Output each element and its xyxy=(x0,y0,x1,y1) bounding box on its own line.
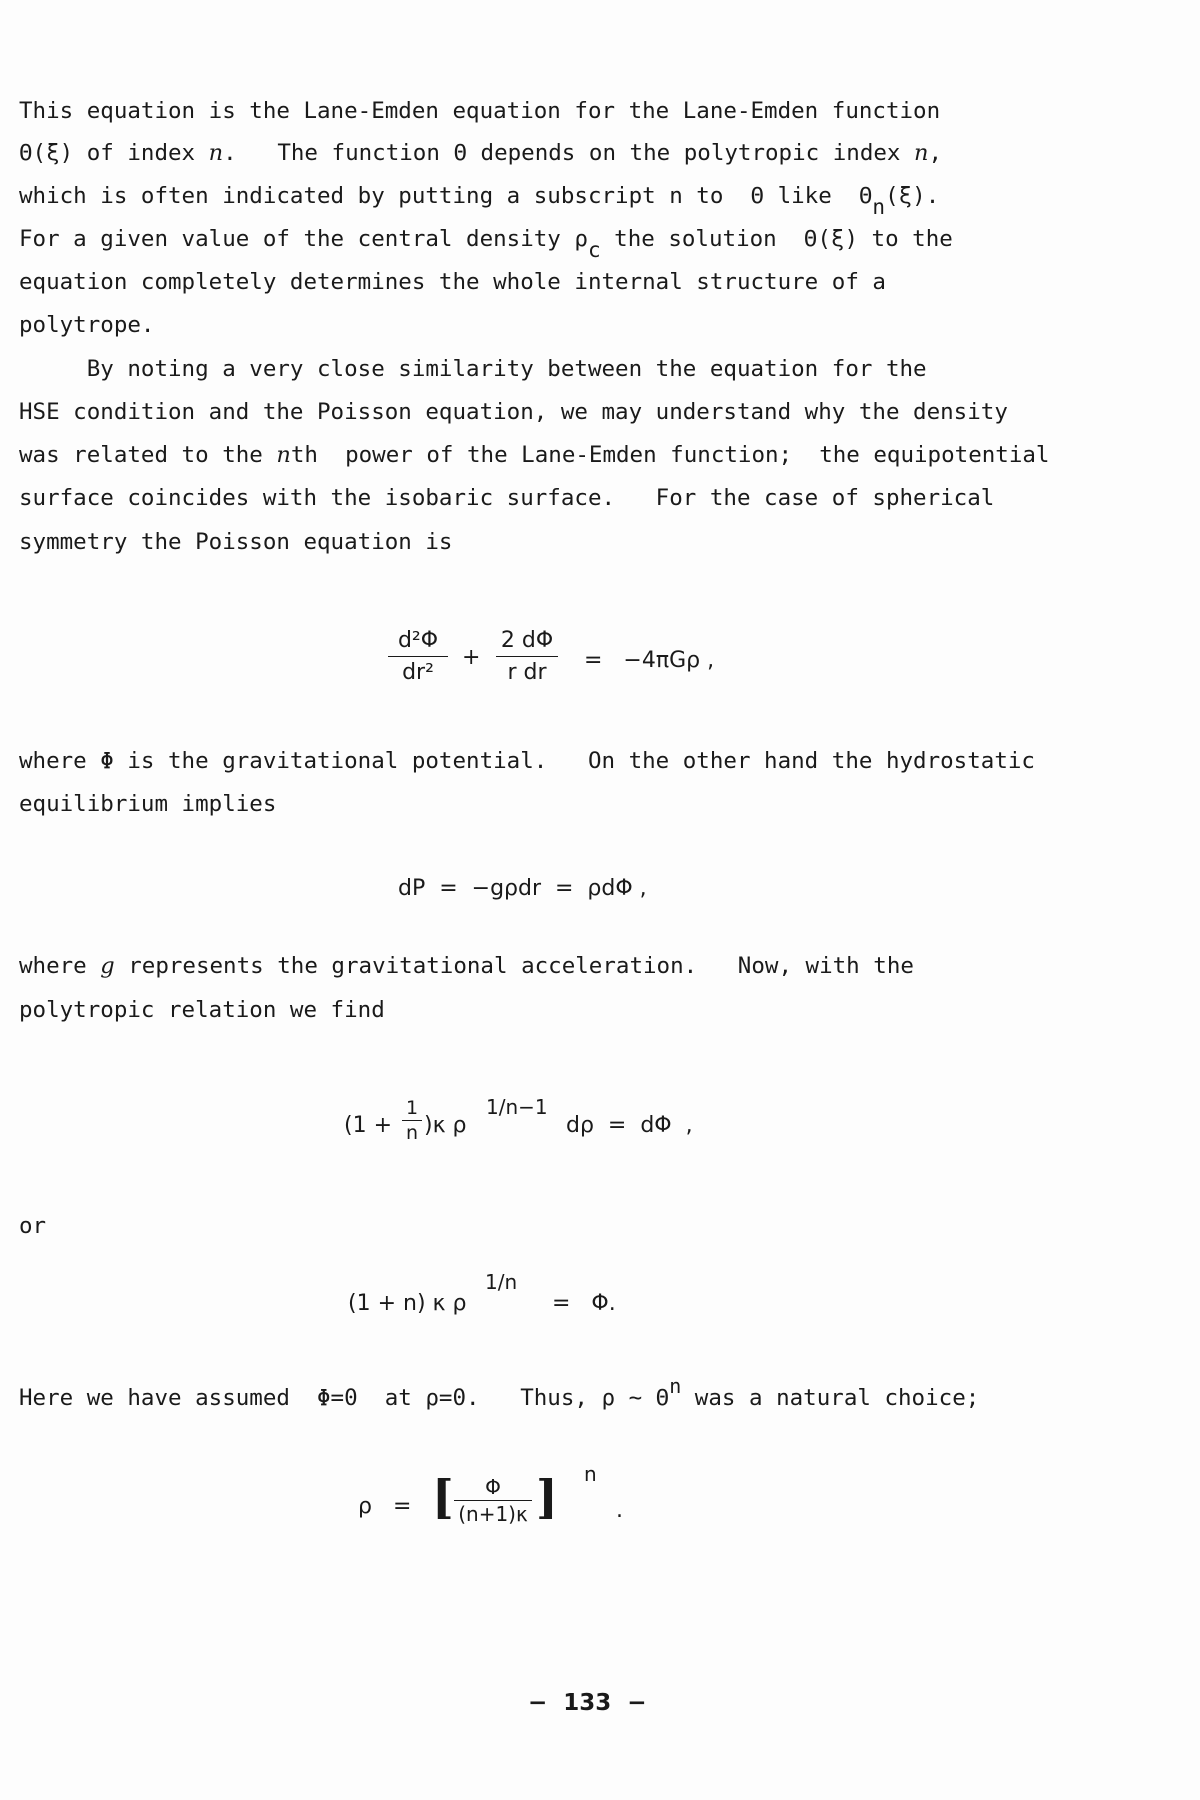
text-line: symmetry the Poisson equation is xyxy=(19,529,453,555)
italic-symbol: g xyxy=(100,953,115,979)
italic-symbol: n xyxy=(276,442,291,468)
text-line: HSE condition and the Poisson equation, we may understand why the density xyxy=(19,399,1008,425)
italic-symbol: n xyxy=(208,140,224,166)
text-line: surface coincides with the isobaric surface. For the case of spherical xyxy=(19,485,995,511)
text-fragment: For a given value of the central density ρ xyxy=(19,226,588,252)
text-fragment: was related to the xyxy=(19,442,277,468)
text-fragment: (ξ). xyxy=(885,183,940,209)
denominator: n xyxy=(405,1122,419,1144)
fraction-bar xyxy=(454,1500,532,1501)
text-fragment: represents the gravitational acceleration. Now, with the xyxy=(114,953,914,979)
equation-right: dρ = dΦ , xyxy=(566,1113,693,1138)
text-fragment: which is often indicated by putting a subscript n to Θ like Θ xyxy=(19,183,873,209)
right-bracket: ] xyxy=(536,1470,558,1524)
text-fragment: Here we have assumed Φ=0 at ρ=0. Thus, ρ ~ Θ xyxy=(19,1385,670,1411)
text-line: equilibrium implies xyxy=(19,791,277,817)
exponent: n xyxy=(584,1462,597,1486)
fraction xyxy=(496,628,558,685)
left-bracket: [ xyxy=(432,1470,454,1524)
text-line xyxy=(19,1374,980,1411)
equation-right: = Φ. xyxy=(552,1291,616,1316)
page-number: − 133 − xyxy=(528,1690,647,1716)
text-line xyxy=(19,142,942,165)
fraction xyxy=(402,1097,422,1144)
exponent: 1/n−1 xyxy=(486,1095,548,1119)
fraction-bar xyxy=(496,656,558,657)
equation-rhs: = −4πGρ , xyxy=(584,648,715,673)
fraction-bar xyxy=(402,1120,422,1121)
text-fragment: Θ(ξ) of index xyxy=(19,140,209,166)
text-fragment: th power of the Lane-Emden function; the equipotential xyxy=(290,442,1050,468)
text-fragment: was a natural choice; xyxy=(681,1385,980,1411)
equation-mid: )κ ρ xyxy=(424,1113,467,1138)
subscript: c xyxy=(587,238,601,262)
equation: dP = −gρdr = ρdΦ , xyxy=(398,876,647,901)
numerator: 2 dΦ xyxy=(500,628,554,653)
text-line: This equation is the Lane-Emden equation for the Lane-Emden function xyxy=(19,98,941,124)
denominator: dr² xyxy=(402,660,434,685)
text-line xyxy=(19,226,953,262)
text-fragment: where xyxy=(19,953,101,979)
equation-left: (1 + n) κ ρ xyxy=(348,1291,467,1316)
text-line: where Φ is the gravitational potential. On the other hand the hydrostatic xyxy=(19,748,1035,774)
text-line xyxy=(19,955,914,978)
text-line: polytropic relation we find xyxy=(19,997,385,1023)
exponent: 1/n xyxy=(485,1270,518,1294)
text-line xyxy=(19,183,940,219)
fraction xyxy=(388,628,448,685)
text-line: By noting a very close similarity between the equation for the xyxy=(19,356,927,382)
text-fragment: . The function Θ depends on the polytropic index xyxy=(223,140,915,166)
denominator: (n+1)κ xyxy=(458,1502,528,1526)
fraction-bar xyxy=(388,656,448,657)
text-fragment: , xyxy=(928,140,943,166)
numerator: d²Φ xyxy=(397,628,439,653)
italic-symbol: n xyxy=(914,140,929,166)
plus-sign: + xyxy=(462,645,481,670)
equation-lhs: ρ = xyxy=(358,1494,412,1519)
numerator: 1 xyxy=(405,1097,419,1119)
period: . xyxy=(616,1498,623,1523)
text-line xyxy=(19,444,1049,467)
text-line: polytrope. xyxy=(19,312,155,338)
denominator: r dr xyxy=(507,660,547,685)
numerator: Φ xyxy=(485,1475,501,1499)
subscript: n xyxy=(872,195,886,219)
fraction xyxy=(454,1475,532,1526)
superscript: n xyxy=(669,1374,682,1398)
equation-left: (1 + xyxy=(344,1113,393,1138)
text-line: equation completely determines the whole internal structure of a xyxy=(19,269,886,295)
text-line: or xyxy=(19,1213,47,1239)
text-fragment: the solution Θ(ξ) to the xyxy=(600,226,953,252)
